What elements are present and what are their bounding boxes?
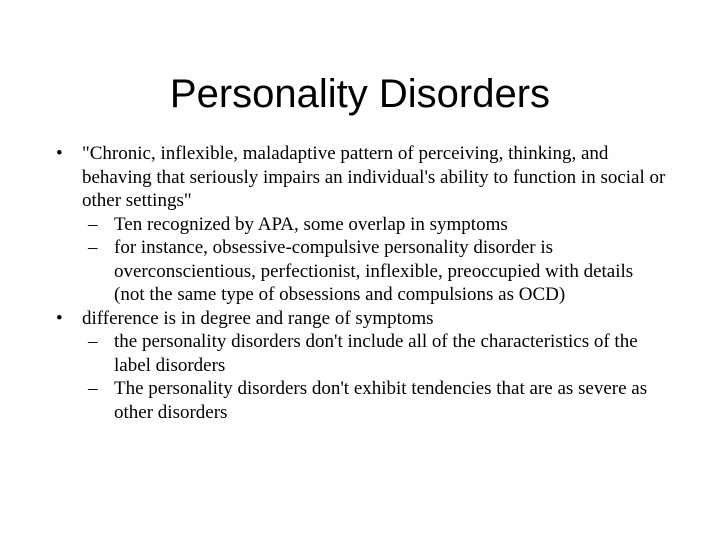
sub-bullet-text: The personality disorders don't exhibit tendencies that are as severe as other disorders: [114, 378, 648, 423]
sub-bullet-text: Ten recognized by APA, some overlap in symptoms: [114, 213, 508, 235]
dash-marker: –: [88, 331, 98, 352]
slide-title: Personality Disorders: [169, 72, 551, 116]
sub-bullet-item: [56, 213, 666, 237]
bullet-text: difference is in degree and range of symptoms: [82, 307, 434, 329]
dash-marker: –: [88, 237, 98, 258]
sub-bullet-item: [56, 236, 666, 307]
sub-bullet-text: for instance, obsessive-compulsive personality disorder is overconscientious, perfectionist, inflexible, preoccupied with details (not the same type of obsessions and compulsions as OCD): [114, 237, 634, 305]
bullet-text: "Chronic, inflexible, maladaptive pattern of perceiving, thinking, and behaving that seriously impairs an individual's ability to function in social or other settings": [82, 143, 666, 211]
slide-body: [56, 142, 666, 424]
bullet-marker: •: [56, 307, 63, 329]
sub-bullet-item: [56, 377, 666, 424]
bullet-item: [56, 307, 666, 331]
bullet-marker: •: [56, 143, 63, 164]
sub-bullet-item: [56, 330, 666, 377]
sub-bullet-text: the personality disorders don't include all of the characteristics of the label disorders: [114, 331, 638, 376]
dash-marker: –: [88, 213, 98, 235]
dash-marker: –: [88, 378, 98, 399]
bullet-item: [56, 142, 666, 213]
